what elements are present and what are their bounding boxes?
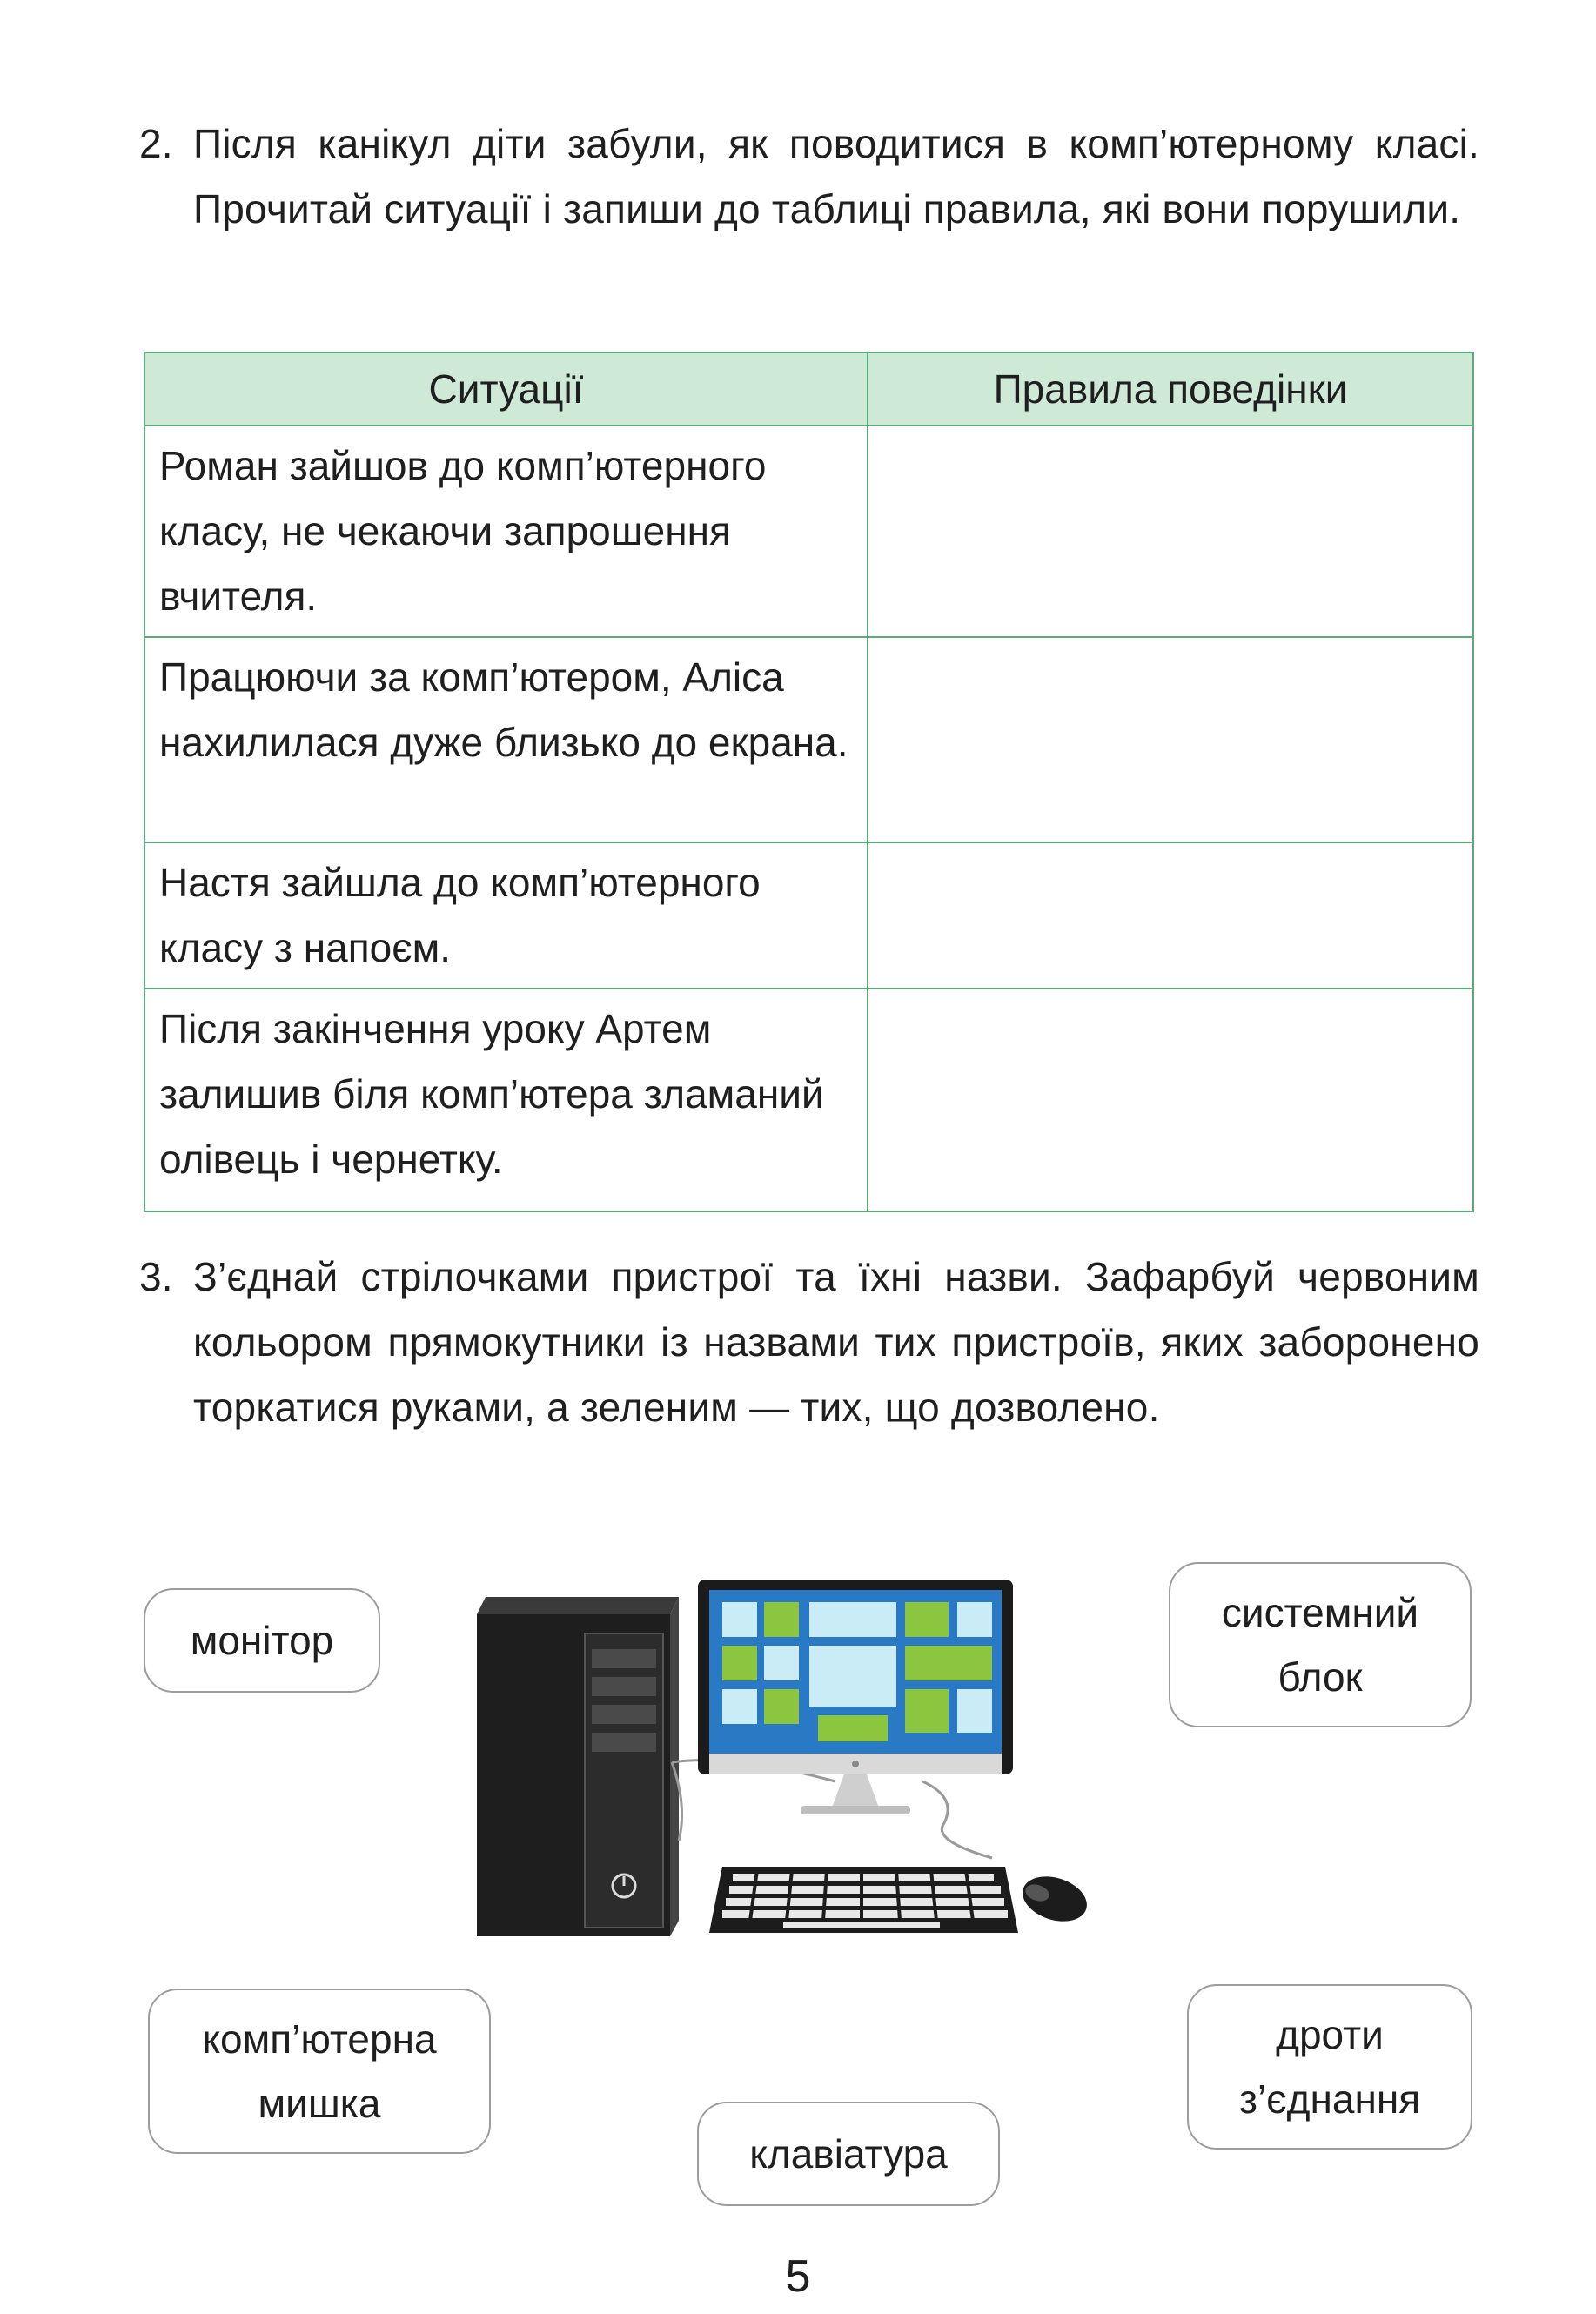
rule-answer-cell[interactable] xyxy=(868,637,1473,842)
rules-table xyxy=(144,352,1474,1212)
rule-answer-cell[interactable] xyxy=(868,989,1473,1211)
table-row xyxy=(144,842,1473,989)
label-mouse[interactable]: комп’ютерна мишка xyxy=(148,1989,491,2154)
keyboard-image xyxy=(709,1867,1018,1933)
rule-answer-cell[interactable] xyxy=(868,426,1473,637)
table-row xyxy=(144,637,1473,842)
page-number: 5 xyxy=(785,2251,811,2302)
situation-cell: Настя зайшла до комп’ютерного класу з напоєм. xyxy=(144,842,868,989)
label-system-unit[interactable]: системний блок xyxy=(1169,1562,1472,1727)
task-2-text: Після канікул діти забули, як поводитися в комп’ютерному класі. Прочитай ситуації і запиши до таблиці правила, які вони порушили. xyxy=(193,121,1479,231)
task-3-number: 3. xyxy=(139,1254,173,1299)
table-row xyxy=(144,426,1473,637)
label-wires[interactable]: дроти з’єднання xyxy=(1187,1984,1472,2150)
situation-cell: Працюючи за комп’ютером, Аліса нахилилася дуже близько до екрана. xyxy=(144,637,868,842)
system-unit-image xyxy=(477,1597,679,1936)
situation-cell: Роман зайшов до комп’ютерного класу, не чекаючи запрошення вчителя. xyxy=(144,426,868,637)
table-header-row xyxy=(144,352,1473,426)
mouse-image xyxy=(1016,1868,1092,1928)
table-row xyxy=(144,989,1473,1211)
situation-cell: Після закінчення уроку Артем залишив біля комп’ютера зламаний олівець і чернетку. xyxy=(144,989,868,1211)
computer-illustration xyxy=(470,1580,1096,1945)
monitor-image xyxy=(698,1580,1013,1814)
label-keyboard[interactable]: клавіатура xyxy=(697,2102,1000,2206)
task-3-text: З’єднай стрілочками пристрої та їхні назви. Зафарбуй червоним кольором прямокутники із назвами тих пристроїв, яких заборонено торкатися руками, а зеленим — тих, що дозволено. xyxy=(193,1254,1479,1430)
rule-answer-cell[interactable] xyxy=(868,842,1473,989)
task-2-number: 2. xyxy=(139,121,173,166)
header-situations: Ситуації xyxy=(144,352,868,426)
task-3 xyxy=(139,1244,1479,1440)
label-monitor[interactable]: монітор xyxy=(144,1588,380,1693)
header-rules: Правила поведінки xyxy=(868,352,1473,426)
task-2 xyxy=(139,111,1479,242)
